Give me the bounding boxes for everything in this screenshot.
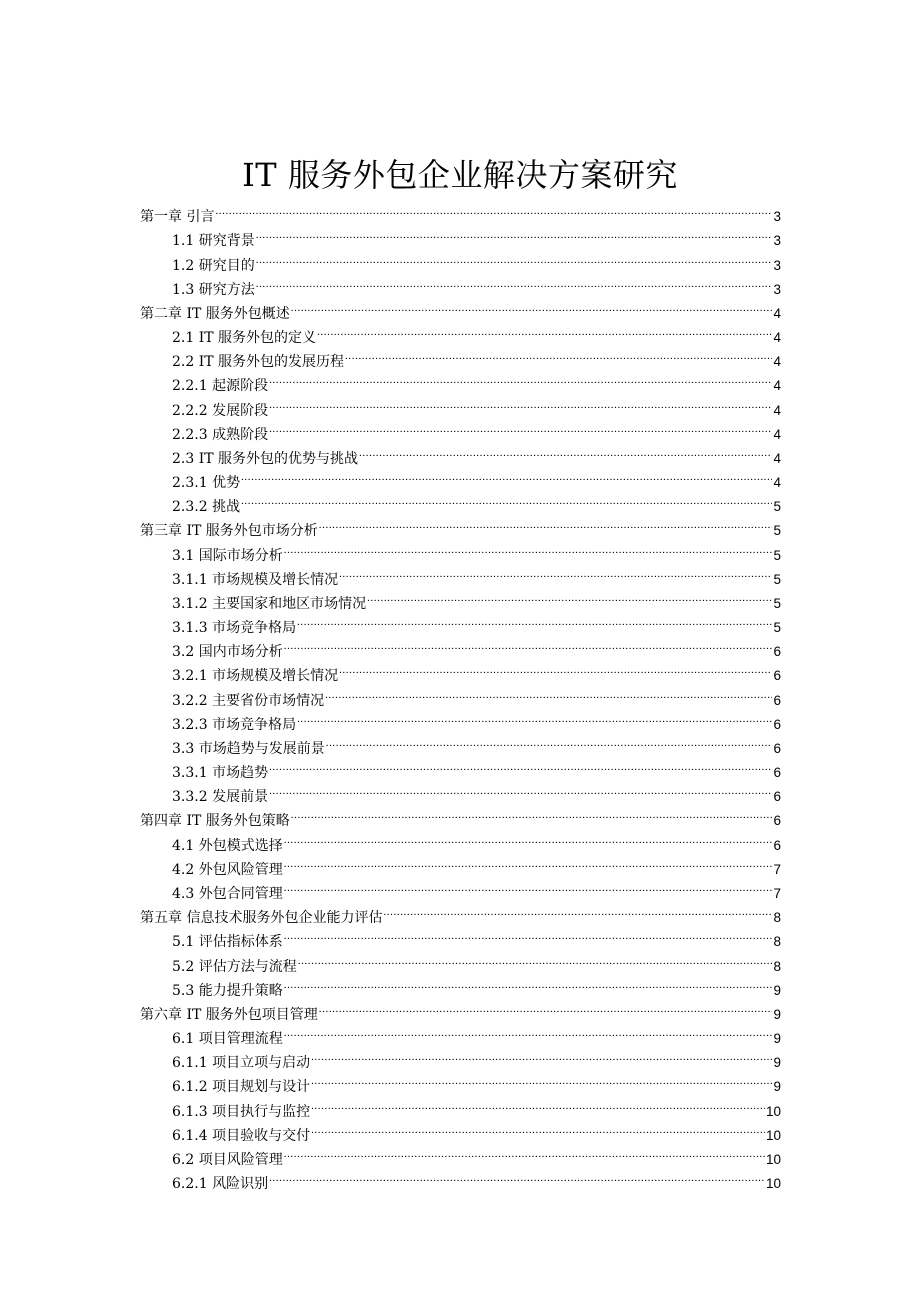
- toc-entry-label: 1.2 研究目的: [172, 257, 255, 274]
- toc-entry-label: 6.1.4 项目验收与交付: [172, 1127, 311, 1144]
- toc-dot-leader: [269, 1164, 765, 1188]
- toc-entry-page-number: 9: [773, 1079, 781, 1095]
- toc-entry-page-number: 6: [773, 668, 781, 684]
- toc-entry-page-number: 4: [773, 354, 781, 370]
- toc-entry-label: 第五章 信息技术服务外包企业能力评估: [140, 910, 383, 927]
- toc-dot-leader: [284, 1140, 765, 1164]
- toc-entry-page-number: 9: [773, 1031, 781, 1047]
- toc-dot-leader: [367, 584, 772, 608]
- toc-entry-page-number: 6: [773, 644, 781, 660]
- toc-dot-leader: [284, 535, 773, 559]
- toc-entry-label: 第六章 IT 服务外包项目管理: [140, 1006, 318, 1023]
- toc-dot-leader: [383, 898, 772, 922]
- toc-entry-label: 6.1.3 项目执行与监控: [172, 1103, 311, 1120]
- toc-entry-label: 3.2 国内市场分析: [172, 644, 283, 661]
- toc-entry-page-number: 8: [773, 910, 781, 926]
- toc-entry-page-number: 8: [773, 934, 781, 950]
- toc-dot-leader: [311, 1091, 765, 1115]
- toc-entry-label: 3.3.2 发展前景: [172, 789, 269, 806]
- toc-entry-label: 3.1.1 市场规模及增长情况: [172, 571, 339, 588]
- toc-entry-page-number: 6: [773, 789, 781, 805]
- toc-entry-page-number: 7: [773, 861, 781, 877]
- toc-entry-page-number: 6: [773, 837, 781, 853]
- toc-dot-leader: [359, 439, 772, 463]
- toc-entry-page-number: 5: [773, 571, 781, 587]
- toc-dot-leader: [284, 632, 773, 656]
- toc-dot-leader: [256, 245, 773, 269]
- toc-entry-label: 2.2 IT 服务外包的发展历程: [172, 354, 345, 371]
- toc-entry-label: 4.2 外包风险管理: [172, 861, 283, 878]
- toc-chapter-entry[interactable]: [140, 197, 781, 226]
- toc-entry-page-number: 4: [773, 378, 781, 394]
- toc-entry-page-number: 4: [773, 402, 781, 418]
- toc-entry-page-number: 6: [773, 716, 781, 732]
- toc-entry-label: 5.3 能力提升策略: [172, 982, 283, 999]
- toc-entry-label: 6.2 项目风险管理: [172, 1151, 283, 1168]
- toc-entry-page-number: 5: [773, 523, 781, 539]
- toc-entry-label: 3.2.2 主要省份市场情况: [172, 692, 325, 709]
- toc-entry-label: 2.3 IT 服务外包的优势与挑战: [172, 450, 359, 467]
- toc-dot-leader: [345, 342, 772, 366]
- toc-entry-page-number: 10: [765, 1127, 781, 1143]
- toc-dot-leader: [256, 221, 773, 245]
- toc-entry-page-number: 4: [773, 426, 781, 442]
- toc-entry-page-number: 6: [773, 813, 781, 829]
- toc-entry-page-number: 9: [773, 1055, 781, 1071]
- toc-dot-leader: [269, 366, 772, 390]
- toc-entry-label: 3.2.1 市场规模及增长情况: [172, 668, 339, 685]
- toc-entry-label: 3.1.3 市场竞争格局: [172, 620, 297, 637]
- toc-dot-leader: [284, 922, 773, 946]
- toc-dot-leader: [319, 995, 773, 1019]
- toc-dot-leader: [311, 1067, 772, 1091]
- toc-entry-page-number: 4: [773, 475, 781, 491]
- toc-entry-label: 1.1 研究背景: [172, 233, 255, 250]
- toc-dot-leader: [241, 463, 772, 487]
- toc-dot-leader: [297, 705, 772, 729]
- toc-entry-page-number: 9: [773, 982, 781, 998]
- toc-dot-leader: [269, 777, 772, 801]
- toc-entry-label: 2.2.1 起源阶段: [172, 378, 269, 395]
- toc-entry-page-number: 3: [773, 281, 781, 297]
- toc-dot-leader: [311, 1116, 765, 1140]
- toc-entry-label: 6.2.1 风险识别: [172, 1176, 269, 1193]
- document-title: IT 服务外包企业解决方案研究: [242, 156, 678, 195]
- toc-entry-label: 第三章 IT 服务外包市场分析: [140, 523, 318, 540]
- toc-entry-page-number: 4: [773, 305, 781, 321]
- toc-dot-leader: [319, 511, 773, 535]
- toc-entry-page-number: 5: [773, 499, 781, 515]
- toc-entry-label: 3.3 市场趋势与发展前景: [172, 740, 325, 757]
- toc-dot-leader: [298, 946, 773, 970]
- toc-entry-page-number: 10: [765, 1103, 781, 1119]
- toc-entry-label: 第四章 IT 服务外包策略: [140, 813, 290, 830]
- toc-entry-label: 第一章 引言: [140, 209, 215, 226]
- toc-entry-page-number: 6: [773, 740, 781, 756]
- toc-entry-label: 5.2 评估方法与流程: [172, 958, 297, 975]
- toc-dot-leader: [284, 874, 773, 898]
- toc-entry-label: 2.1 IT 服务外包的定义: [172, 330, 317, 347]
- toc-dot-leader: [326, 729, 773, 753]
- toc-entry-label: 3.1.2 主要国家和地区市场情况: [172, 595, 367, 612]
- toc-entry-label: 1.3 研究方法: [172, 281, 255, 298]
- toc-dot-leader: [291, 294, 773, 318]
- toc-section-entry[interactable]: [140, 221, 781, 250]
- toc-entry-label: 4.3 外包合同管理: [172, 885, 283, 902]
- toc-dot-leader: [284, 850, 773, 874]
- toc-entry-page-number: 3: [773, 257, 781, 273]
- toc-entry-page-number: 7: [773, 885, 781, 901]
- toc-entry-label: 2.3.2 挑战: [172, 499, 241, 516]
- toc-entry-page-number: 6: [773, 765, 781, 781]
- toc-entry-label: 6.1.1 项目立项与启动: [172, 1055, 311, 1072]
- toc-dot-leader: [339, 656, 772, 680]
- toc-entry-page-number: 9: [773, 1006, 781, 1022]
- toc-dot-leader: [256, 270, 773, 294]
- toc-entry-page-number: 3: [773, 209, 781, 225]
- toc-entry-label: 6.1.2 项目规划与设计: [172, 1079, 311, 1096]
- toc-entry-label: 3.1 国际市场分析: [172, 547, 283, 564]
- toc-entry-page-number: 5: [773, 547, 781, 563]
- toc-dot-leader: [317, 318, 772, 342]
- toc-dot-leader: [339, 560, 772, 584]
- toc-entry-label: 第二章 IT 服务外包概述: [140, 305, 290, 322]
- toc-dot-leader: [291, 801, 773, 825]
- toc-entry-page-number: 3: [773, 233, 781, 249]
- toc-entry-page-number: 4: [773, 330, 781, 346]
- toc-dot-leader: [269, 390, 772, 414]
- toc-entry-page-number: 6: [773, 692, 781, 708]
- toc-dot-leader: [269, 415, 772, 439]
- toc-entry-page-number: 10: [765, 1151, 781, 1167]
- toc-entry-label: 3.2.3 市场竞争格局: [172, 716, 297, 733]
- toc-dot-leader: [284, 1019, 773, 1043]
- toc-entry-label: 2.3.1 优势: [172, 475, 241, 492]
- toc-entry-page-number: 5: [773, 595, 781, 611]
- toc-dot-leader: [284, 971, 773, 995]
- toc-entry-page-number: 5: [773, 620, 781, 636]
- toc-dot-leader: [241, 487, 772, 511]
- toc-entry-label: 5.1 评估指标体系: [172, 934, 283, 951]
- toc-entry-page-number: 4: [773, 450, 781, 466]
- toc-dot-leader: [284, 825, 773, 849]
- toc-dot-leader: [215, 197, 772, 221]
- toc-entry-label: 2.2.3 成熟阶段: [172, 426, 269, 443]
- toc-entry-label: 6.1 项目管理流程: [172, 1031, 283, 1048]
- toc-dot-leader: [311, 1043, 772, 1067]
- toc-entry-page-number: 10: [765, 1176, 781, 1192]
- toc-dot-leader: [297, 608, 772, 632]
- toc-entry-page-number: 8: [773, 958, 781, 974]
- toc-entry-label: 4.1 外包模式选择: [172, 837, 283, 854]
- toc-dot-leader: [325, 680, 772, 704]
- toc-entry-label: 3.3.1 市场趋势: [172, 765, 269, 782]
- toc-dot-leader: [269, 753, 772, 777]
- toc-entry-label: 2.2.2 发展阶段: [172, 402, 269, 419]
- table-of-contents: [140, 197, 781, 1193]
